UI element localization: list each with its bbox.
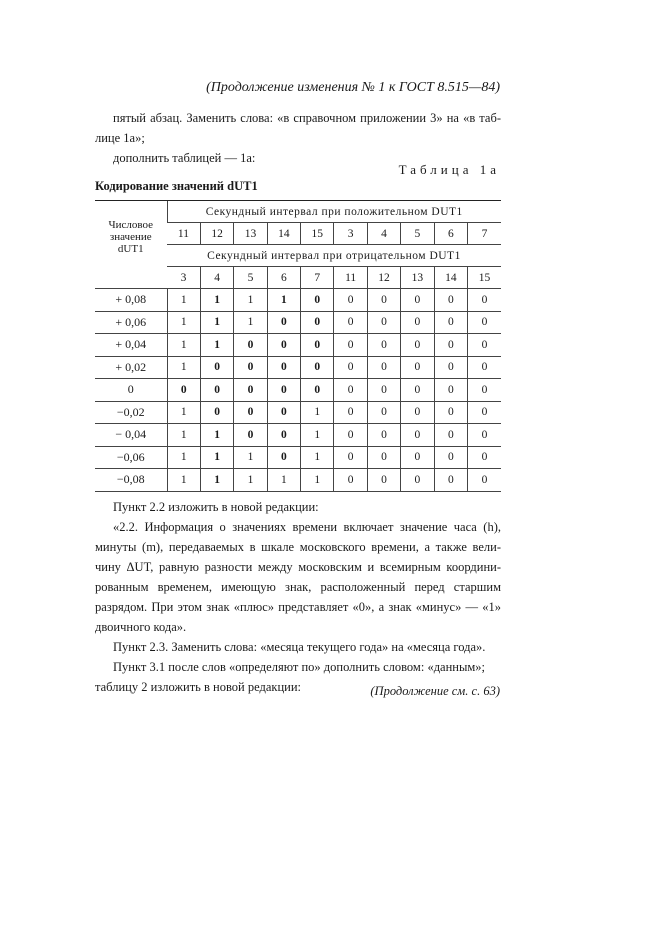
bit-cell: 1	[267, 289, 300, 312]
second-cell: 11	[334, 267, 367, 289]
second-cell: 12	[367, 267, 400, 289]
bit-cell: 0	[434, 424, 467, 447]
bit-cell: 1	[167, 401, 200, 424]
header-negative: Секундный интервал при отрицательном DUT1	[167, 245, 501, 267]
bit-cell: 1	[301, 469, 334, 492]
bit-cell: 1	[301, 446, 334, 469]
bit-cell: 1	[301, 424, 334, 447]
bit-cell: 0	[401, 401, 434, 424]
body-p2-line: рованным временем, имеющую знак, расположенный перед старшим	[95, 580, 501, 594]
second-cell: 13	[401, 267, 434, 289]
bit-cell: 0	[401, 356, 434, 379]
intro-line-3-text: дополнить таблицей — 1а:	[113, 151, 256, 165]
bit-cell: 0	[334, 446, 367, 469]
bit-cell: 0	[234, 379, 267, 402]
intro-text	[95, 108, 501, 168]
bit-cell: 0	[434, 311, 467, 334]
bit-cell: 0	[367, 356, 400, 379]
second-cell: 5	[401, 223, 434, 245]
table-row	[95, 424, 501, 447]
bit-cell: 0	[334, 379, 367, 402]
row-header-cell	[95, 201, 167, 289]
second-cell: 12	[200, 223, 233, 245]
bit-cell: 0	[301, 379, 334, 402]
body-p2-line: чину ΔUT, равную разности между московским и всемирным координи-	[95, 560, 501, 574]
bit-cell: 0	[401, 311, 434, 334]
bit-cell: 0	[234, 356, 267, 379]
body-p3	[95, 637, 501, 657]
value-label-cell: + 0,04	[95, 334, 167, 357]
bit-cell: 0	[334, 424, 367, 447]
bit-cell: 0	[434, 379, 467, 402]
bit-cell: 1	[234, 289, 267, 312]
second-cell: 11	[167, 223, 200, 245]
bit-cell: 0	[434, 401, 467, 424]
bit-cell: 0	[267, 446, 300, 469]
bit-cell: 0	[468, 401, 501, 424]
body-p2-line: двоичного кода».	[95, 620, 187, 634]
bit-cell: 0	[468, 469, 501, 492]
body-p3-text: Пункт 2.3. Заменить слова: «месяца текущего года» на «месяца года».	[113, 640, 486, 654]
bit-cell: 0	[234, 334, 267, 357]
intro-line-1-text: пятый абзац. Заменить слова: «в справочном приложении 3» на «в таб-	[113, 111, 501, 125]
value-label-cell: + 0,06	[95, 311, 167, 334]
value-label-cell: + 0,08	[95, 289, 167, 312]
header-positive-row	[95, 201, 501, 223]
bit-cell: 0	[200, 401, 233, 424]
bit-cell: 0	[401, 469, 434, 492]
bit-cell: 0	[401, 289, 434, 312]
bit-cell: 0	[334, 469, 367, 492]
bit-cell: 0	[401, 424, 434, 447]
body-p5: таблицу 2 изложить в новой редакции:	[95, 680, 301, 694]
bit-cell: 0	[367, 289, 400, 312]
value-label-cell: −0,02	[95, 401, 167, 424]
bit-cell: 0	[267, 334, 300, 357]
bit-cell: 1	[200, 334, 233, 357]
bit-cell: 1	[200, 424, 233, 447]
bit-cell: 0	[301, 334, 334, 357]
second-cell: 6	[434, 223, 467, 245]
body-p4	[95, 657, 501, 677]
second-cell: 13	[234, 223, 267, 245]
table-row	[95, 446, 501, 469]
body-p2-line: разрядом. При этом знак «плюс» представляет «0», а знак «минус» — «1»	[95, 600, 501, 614]
body-p2	[95, 517, 501, 637]
second-cell: 7	[468, 223, 501, 245]
table-row	[95, 289, 501, 312]
bit-cell: 0	[367, 401, 400, 424]
body-p1-text: Пункт 2.2 изложить в новой редакции:	[113, 500, 319, 514]
row-header-text: Числовое значение dUT1	[108, 219, 154, 255]
table-row	[95, 469, 501, 492]
bit-cell: 0	[401, 446, 434, 469]
bit-cell: 1	[301, 401, 334, 424]
page-footer: (Продолжение см. с. 63)	[370, 684, 500, 698]
body-p1	[95, 497, 501, 517]
bit-cell: 0	[267, 424, 300, 447]
bit-cell: 0	[301, 311, 334, 334]
table-row	[95, 401, 501, 424]
second-cell: 7	[301, 267, 334, 289]
value-label-cell: −0,06	[95, 446, 167, 469]
bit-cell: 0	[468, 311, 501, 334]
page-header: (Продолжение изменения № 1 к ГОСТ 8.515—84)	[206, 80, 500, 95]
bit-cell: 0	[334, 289, 367, 312]
bit-cell: 1	[234, 446, 267, 469]
table-number: Таблица 1а	[398, 162, 500, 177]
bit-cell: 0	[367, 311, 400, 334]
bit-cell: 1	[167, 334, 200, 357]
table-row	[95, 311, 501, 334]
bit-cell: 1	[267, 469, 300, 492]
bit-cell: 0	[401, 334, 434, 357]
second-cell: 4	[200, 267, 233, 289]
bit-cell: 0	[468, 334, 501, 357]
second-cell: 3	[167, 267, 200, 289]
bit-cell: 1	[167, 356, 200, 379]
value-label-cell: − 0,04	[95, 424, 167, 447]
bit-cell: 0	[468, 356, 501, 379]
second-cell: 6	[267, 267, 300, 289]
bit-cell: 0	[367, 469, 400, 492]
bit-cell: 1	[200, 469, 233, 492]
body-p4-text: Пункт 3.1 после слов «определяют по» дополнить словом: «данным»;	[113, 660, 486, 674]
bit-cell: 0	[367, 424, 400, 447]
bit-cell: 1	[234, 469, 267, 492]
bit-cell: 0	[434, 446, 467, 469]
bit-cell: 0	[468, 379, 501, 402]
body-p2-line: минуты (m), передаваемых в шкале московского времени, а также вели-	[95, 540, 501, 554]
body-p2-line-text: «2.2. Информация о значениях времени включает значение часа (h),	[113, 520, 501, 534]
bit-cell: 0	[267, 311, 300, 334]
table-row	[95, 356, 501, 379]
body-p2-line	[95, 517, 501, 537]
second-cell: 5	[234, 267, 267, 289]
bit-cell: 0	[200, 379, 233, 402]
bit-cell: 0	[267, 401, 300, 424]
bit-cell: 0	[468, 446, 501, 469]
table-row	[95, 379, 501, 402]
bit-cell: 0	[301, 356, 334, 379]
intro-line-1	[95, 108, 501, 128]
bit-cell: 1	[200, 446, 233, 469]
bit-cell: 0	[468, 424, 501, 447]
bit-cell: 1	[167, 424, 200, 447]
value-label-cell: −0,08	[95, 469, 167, 492]
second-cell: 15	[301, 223, 334, 245]
bit-cell: 0	[434, 289, 467, 312]
bit-cell: 0	[367, 334, 400, 357]
body-text	[95, 497, 501, 697]
bit-cell: 0	[234, 424, 267, 447]
header-positive: Секундный интервал при положительном DUT1	[167, 201, 501, 223]
second-cell: 14	[434, 267, 467, 289]
second-cell: 14	[267, 223, 300, 245]
bit-cell: 0	[267, 356, 300, 379]
coding-table	[95, 200, 501, 492]
bit-cell: 1	[167, 446, 200, 469]
bit-cell: 1	[167, 289, 200, 312]
bit-cell: 0	[334, 311, 367, 334]
value-label-cell: 0	[95, 379, 167, 402]
bit-cell: 0	[367, 446, 400, 469]
bit-cell: 1	[234, 311, 267, 334]
bit-cell: 1	[200, 311, 233, 334]
table-row	[95, 334, 501, 357]
bit-cell: 1	[167, 469, 200, 492]
table-title: Кодирование значений dUT1	[95, 179, 258, 193]
second-cell: 3	[334, 223, 367, 245]
bit-cell: 0	[434, 469, 467, 492]
bit-cell: 0	[468, 289, 501, 312]
bit-cell: 0	[301, 289, 334, 312]
bit-cell: 0	[434, 356, 467, 379]
second-cell: 4	[367, 223, 400, 245]
bit-cell: 0	[234, 401, 267, 424]
second-cell: 15	[468, 267, 501, 289]
bit-cell: 0	[334, 401, 367, 424]
value-label-cell: + 0,02	[95, 356, 167, 379]
bit-cell: 0	[167, 379, 200, 402]
intro-line-2: лице 1а»;	[95, 131, 145, 145]
bit-cell: 0	[367, 379, 400, 402]
bit-cell: 0	[334, 356, 367, 379]
bit-cell: 1	[200, 289, 233, 312]
bit-cell: 0	[401, 379, 434, 402]
bit-cell: 0	[334, 334, 367, 357]
bit-cell: 0	[200, 356, 233, 379]
bit-cell: 1	[167, 311, 200, 334]
bit-cell: 0	[434, 334, 467, 357]
bit-cell: 0	[267, 379, 300, 402]
